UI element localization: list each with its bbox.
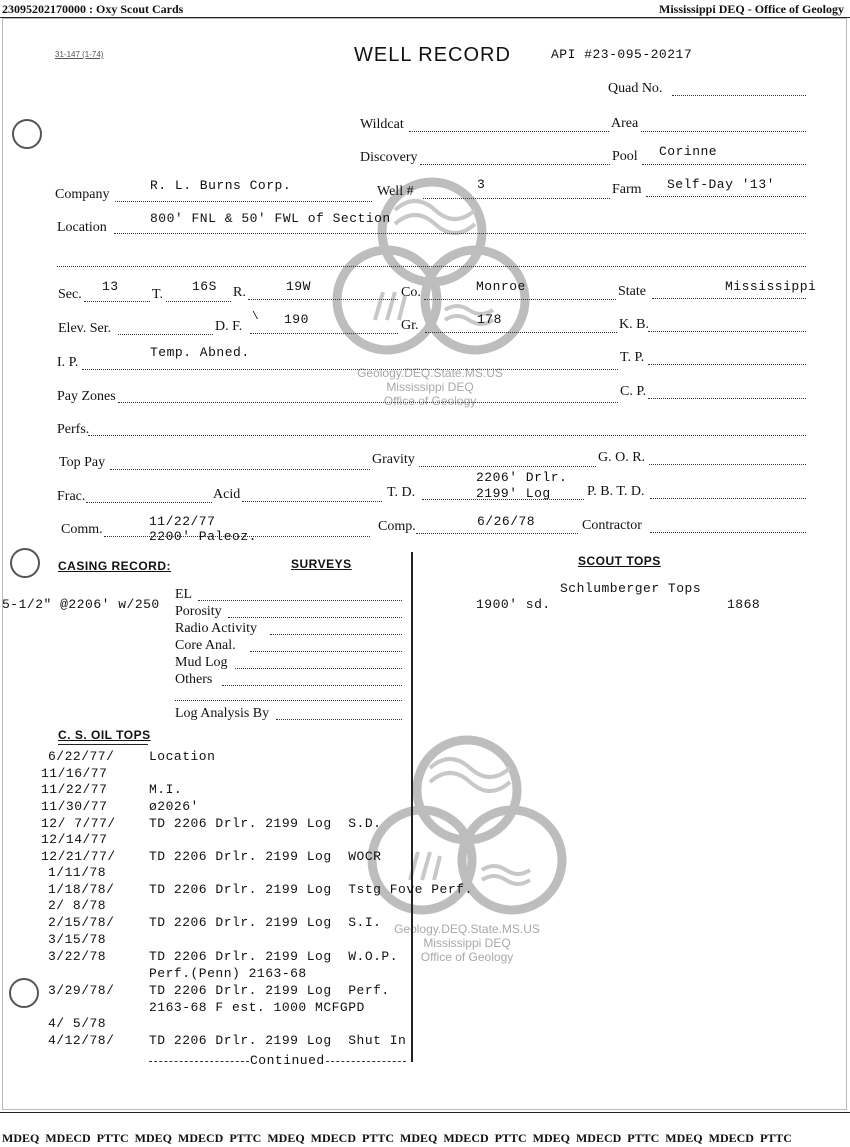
footer-rule bbox=[0, 1112, 850, 1113]
watermark-logo-top bbox=[325, 170, 535, 420]
log-row-text: TD 2206 Drlr. 2199 Log S.D. bbox=[149, 816, 382, 831]
state-line bbox=[652, 298, 806, 299]
area-line bbox=[641, 131, 806, 132]
log-row-text: TD 2206 Drlr. 2199 Log Tstg Fove Perf. bbox=[149, 882, 473, 897]
tp-line bbox=[648, 364, 806, 365]
wildcat-label: Wildcat bbox=[360, 117, 404, 132]
log-row-date: 6/22/77/ bbox=[48, 749, 115, 764]
state-label: State bbox=[618, 284, 646, 299]
co-value: Monroe bbox=[476, 279, 526, 294]
log-row-text: M.I. bbox=[149, 782, 183, 797]
farm-label: Farm bbox=[612, 182, 642, 197]
discovery-label: Discovery bbox=[360, 150, 418, 165]
log-row-text: Location bbox=[149, 749, 216, 764]
survey-item-porosity: Porosity bbox=[175, 604, 222, 619]
well-no-label: Well # bbox=[377, 184, 414, 199]
continued-dash-left bbox=[149, 1061, 249, 1062]
log-row-date: 12/ 7/77/ bbox=[41, 816, 116, 831]
tp-label: T. P. bbox=[620, 350, 645, 365]
survey-item-others: Others bbox=[175, 672, 213, 687]
df-value: 190 bbox=[284, 312, 309, 327]
location-line bbox=[114, 233, 806, 234]
sec-label: Sec. bbox=[58, 287, 82, 302]
comp-label: Comp. bbox=[378, 519, 416, 534]
gr-line bbox=[425, 332, 617, 333]
r-value: 19W bbox=[286, 279, 311, 294]
sec-line bbox=[84, 301, 150, 302]
ip-label: I. P. bbox=[57, 355, 79, 370]
well-no-line bbox=[423, 198, 610, 199]
log-row-date: 11/16/77 bbox=[41, 766, 108, 781]
log-row-date: 1/11/78 bbox=[48, 865, 107, 880]
comm-label: Comm. bbox=[61, 522, 103, 537]
gr-label: Gr. bbox=[401, 318, 419, 333]
top-pay-line bbox=[110, 469, 370, 470]
kb-line bbox=[648, 331, 806, 332]
watermark-bottom-line1: Geology.DEQ.State.MS.US bbox=[394, 922, 540, 936]
log-row-date: 12/14/77 bbox=[41, 832, 108, 847]
location-line-2 bbox=[57, 266, 806, 267]
gravity-line bbox=[419, 466, 596, 467]
pool-value: Corinne bbox=[659, 144, 718, 159]
log-analysis-line bbox=[276, 719, 402, 720]
log-row-text: TD 2206 Drlr. 2199 Log WOCR bbox=[149, 849, 382, 864]
survey-line-radio-activity bbox=[270, 634, 402, 635]
page-title: WELL RECORD bbox=[354, 44, 511, 66]
wildcat-line bbox=[409, 131, 609, 132]
df-mark: \ bbox=[252, 311, 260, 323]
location-value: 800' FNL & 50' FWL of Section bbox=[150, 211, 391, 226]
log-row-date: 4/ 5/78 bbox=[48, 1016, 107, 1031]
company-label: Company bbox=[55, 187, 110, 202]
perfs-label: Perfs. bbox=[57, 422, 90, 437]
survey-line-core-anal bbox=[250, 651, 402, 652]
continued-dash-right bbox=[326, 1061, 406, 1062]
log-row-date: 11/30/77 bbox=[41, 799, 108, 814]
header-right-text: Mississippi DEQ - Office of Geology bbox=[659, 2, 844, 16]
state-value: Mississippi bbox=[725, 279, 817, 294]
survey-item-mud-log: Mud Log bbox=[175, 655, 228, 670]
td-value-log: 2199' Log bbox=[476, 486, 551, 501]
watermark-bottom-line3: Office of Geology bbox=[420, 950, 514, 964]
quad-no-label: Quad No. bbox=[608, 81, 663, 96]
footer-text: MDEQ MDECD PTTC MDEQ MDECD PTTC MDEQ MDECD PTTC MDEQ MDECD PTTC MDEQ MDECD PTTC MDEQ MDECD PTTC bbox=[2, 1131, 792, 1145]
area-label: Area bbox=[611, 116, 639, 131]
watermark-top-line2: Mississippi DEQ bbox=[386, 380, 474, 394]
casing-record-heading: CASING RECORD: bbox=[58, 559, 172, 573]
log-row-date: 4/12/78/ bbox=[48, 1033, 115, 1048]
log-analysis-label: Log Analysis By bbox=[175, 706, 270, 721]
survey-item-radio-activity: Radio Activity bbox=[175, 621, 258, 636]
watermark-top-line3: Office of Geology bbox=[383, 394, 477, 408]
form-code: 31-147 (1-74) bbox=[55, 50, 104, 59]
df-label: D. F. bbox=[215, 319, 243, 334]
td-label: T. D. bbox=[387, 485, 416, 500]
t-label: T. bbox=[152, 287, 164, 302]
pay-zones-line bbox=[118, 402, 618, 403]
farm-line bbox=[646, 196, 806, 197]
pay-zones-label: Pay Zones bbox=[57, 389, 116, 404]
api-number: API #23-095-20217 bbox=[551, 47, 693, 62]
t-value: 16S bbox=[192, 279, 217, 294]
survey-line-el bbox=[198, 600, 402, 601]
cp-label: C. P. bbox=[620, 384, 647, 399]
watermark-bottom-line2: Mississippi DEQ bbox=[423, 936, 511, 950]
r-label: R. bbox=[233, 285, 246, 300]
ip-line bbox=[82, 369, 618, 370]
perfs-line bbox=[88, 435, 806, 436]
acid-label: Acid bbox=[213, 487, 241, 502]
quad-no-line bbox=[672, 95, 806, 96]
pool-label: Pool bbox=[612, 149, 638, 164]
td-value-drlr: 2206' Drlr. bbox=[476, 470, 568, 485]
gor-line bbox=[649, 464, 806, 465]
comm-note: 2200' Paleoz. bbox=[149, 529, 257, 544]
log-row-text: Perf.(Penn) 2163-68 bbox=[149, 966, 307, 981]
t-line bbox=[166, 301, 231, 302]
log-row-date: 2/ 8/78 bbox=[48, 898, 107, 913]
gor-label: G. O. R. bbox=[598, 450, 646, 465]
gravity-label: Gravity bbox=[372, 452, 415, 467]
contractor-label: Contractor bbox=[582, 518, 642, 533]
comp-value: 6/26/78 bbox=[477, 514, 536, 529]
log-row-date: 3/22/78 bbox=[48, 949, 107, 964]
r-line bbox=[248, 299, 398, 300]
ip-value: Temp. Abned. bbox=[150, 345, 250, 360]
pbtd-line bbox=[650, 498, 806, 499]
scout-top-entry-name: 1900' sd. bbox=[476, 597, 551, 612]
pool-line bbox=[642, 164, 806, 165]
co-label: Co. bbox=[401, 285, 421, 300]
survey-line-others bbox=[222, 685, 402, 686]
well-no-value: 3 bbox=[477, 177, 486, 192]
frac-line bbox=[86, 502, 212, 503]
discovery-line bbox=[420, 164, 610, 165]
kb-label: K. B. bbox=[619, 317, 649, 332]
contractor-line bbox=[650, 532, 806, 533]
cp-line bbox=[648, 398, 806, 399]
punch-hole-middle bbox=[10, 548, 40, 578]
log-row-date: 11/22/77 bbox=[41, 782, 108, 797]
survey-line-mud-log bbox=[235, 668, 402, 669]
scout-tops-heading: SCOUT TOPS bbox=[578, 554, 661, 568]
header-left-text: 23095202170000 : Oxy Scout Cards bbox=[2, 2, 184, 16]
df-line bbox=[250, 333, 398, 334]
casing-record-value: 5-1/2" @2206' w/250 bbox=[2, 597, 160, 612]
watermark-logo-bottom bbox=[360, 728, 575, 973]
comm-value: 11/22/77 bbox=[149, 514, 216, 529]
punch-hole-top bbox=[12, 119, 42, 149]
acid-line bbox=[242, 501, 382, 502]
cs-oil-tops-underline bbox=[58, 744, 148, 745]
log-row-date: 1/18/78/ bbox=[48, 882, 115, 897]
frac-label: Frac. bbox=[57, 489, 86, 504]
punch-hole-bottom bbox=[9, 978, 39, 1008]
company-line bbox=[115, 201, 372, 202]
survey-item-el: EL bbox=[175, 587, 193, 602]
log-row-date: 3/29/78/ bbox=[48, 983, 115, 998]
log-row-date: 2/15/78/ bbox=[48, 915, 115, 930]
elev-ser-line bbox=[118, 334, 213, 335]
survey-line-blank bbox=[175, 700, 402, 701]
survey-line-porosity bbox=[228, 617, 402, 618]
log-row-text: TD 2206 Drlr. 2199 Log S.I. bbox=[149, 915, 382, 930]
log-row-text: TD 2206 Drlr. 2199 Log W.O.P. bbox=[149, 949, 399, 964]
survey-item-core-anal: Core Anal. bbox=[175, 638, 236, 653]
scout-top-entry-value: 1868 bbox=[727, 597, 761, 612]
section-divider bbox=[411, 552, 413, 1062]
continued-label: Continued bbox=[250, 1053, 325, 1068]
log-row-text: TD 2206 Drlr. 2199 Log Shut In bbox=[149, 1033, 407, 1048]
log-row-date: 12/21/77/ bbox=[41, 849, 116, 864]
log-row-text: ø2026' bbox=[149, 799, 199, 814]
gr-value: 178 bbox=[477, 312, 502, 327]
log-row-date: 3/15/78 bbox=[48, 932, 107, 947]
pbtd-label: P. B. T. D. bbox=[587, 484, 645, 499]
log-row-text: 2163-68 F est. 1000 MCFGPD bbox=[149, 1000, 365, 1015]
cs-oil-tops-heading: C. S. OIL TOPS bbox=[58, 728, 151, 742]
farm-value: Self-Day '13' bbox=[667, 177, 775, 192]
sec-value: 13 bbox=[102, 279, 119, 294]
elev-ser-label: Elev. Ser. bbox=[58, 321, 112, 336]
log-row-text: TD 2206 Drlr. 2199 Log Perf. bbox=[149, 983, 390, 998]
surveys-heading: SURVEYS bbox=[291, 557, 352, 571]
company-value: R. L. Burns Corp. bbox=[150, 178, 292, 193]
top-pay-label: Top Pay bbox=[59, 455, 106, 470]
co-line bbox=[424, 299, 616, 300]
watermark-top-line1: Geology.DEQ.State.MS.US bbox=[357, 366, 503, 380]
comp-line bbox=[416, 533, 578, 534]
scout-tops-subheading: Schlumberger Tops bbox=[560, 581, 702, 596]
location-label: Location bbox=[57, 220, 107, 235]
